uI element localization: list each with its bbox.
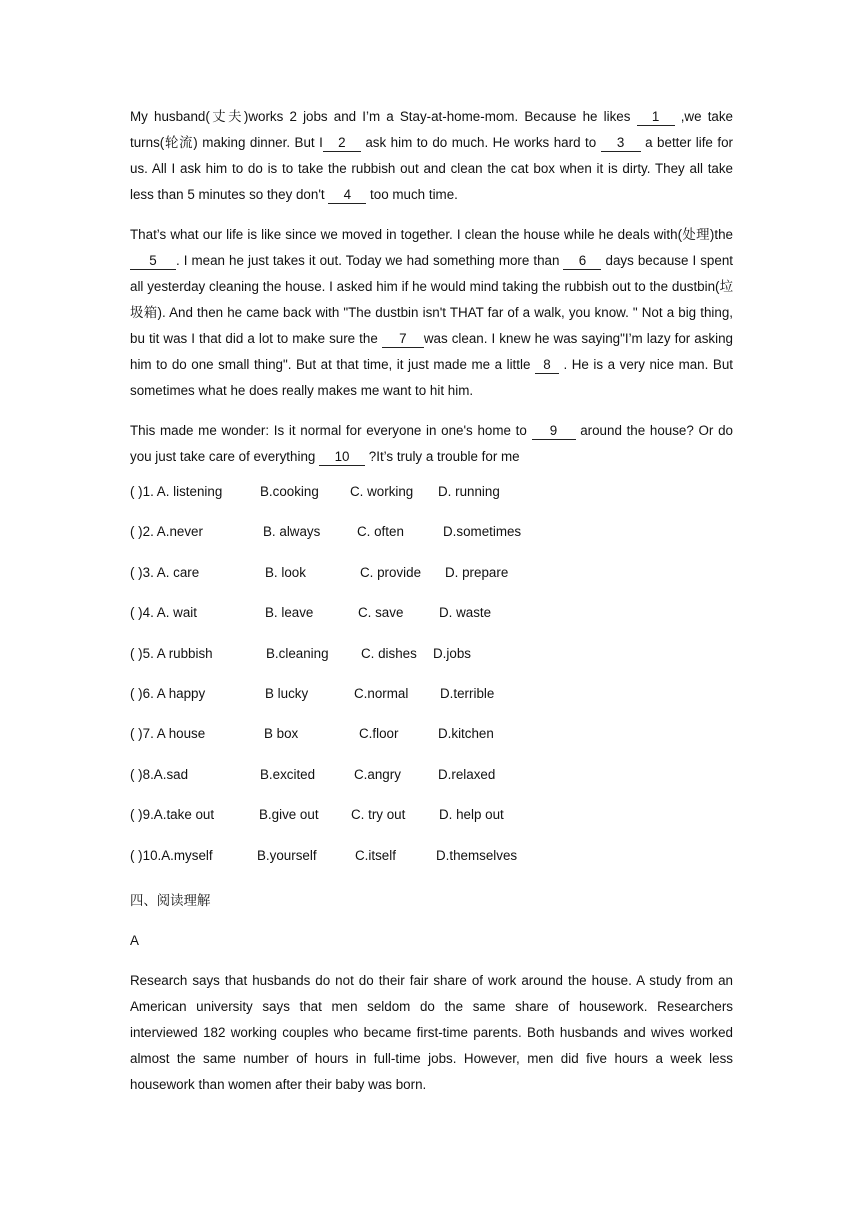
question-row-2 [130, 524, 733, 564]
option-c: C.normal [354, 685, 409, 701]
option-d: D.sometimes [443, 524, 522, 540]
text: a better life for us. All I ask him to do is to take the rubbish out and clean the cat box when it is dirty. They all take less than 5 minutes so they don't [130, 135, 733, 202]
blank-9: 9 [532, 423, 576, 440]
text: This made me wonder: Is it normal for everyone in one's home to [130, 423, 532, 438]
option-d: D.terrible [440, 685, 495, 701]
option-b: B. look [265, 564, 306, 580]
text: That’s what our life is like since we moved in together. I clean the house while he deals with(处理)the [130, 227, 733, 242]
option-d: D. running [438, 484, 500, 499]
question-stem: ( )4. A. wait [130, 605, 197, 621]
option-b: B.give out [259, 807, 319, 823]
option-c: C.angry [354, 766, 401, 782]
option-c: C.itself [355, 847, 396, 863]
blank-3: 3 [601, 135, 641, 152]
option-b: B.excited [260, 766, 316, 782]
question-stem: ( )5. A rubbish [130, 645, 213, 661]
cloze-paragraph-3 [130, 418, 733, 470]
option-c: C. dishes [361, 645, 417, 661]
text: . He is a very nice man. But sometimes what he does really makes me want to hit him. [130, 357, 733, 398]
question-row-7 [130, 726, 733, 766]
option-b: B.yourself [257, 847, 317, 863]
option-b: B box [264, 726, 299, 742]
option-b: B. always [263, 524, 321, 540]
text: was clean. I knew he was saying"I’m lazy for asking him to do one small thing". But at that time, it just made me a little [130, 331, 733, 372]
option-c: C. working [350, 484, 414, 499]
blank-6: 6 [563, 253, 601, 270]
text: ,we take turns(轮流) making dinner. But I [130, 109, 734, 150]
option-d: D.relaxed [438, 766, 496, 782]
blank-4: 4 [328, 187, 366, 204]
option-b: B.cleaning [266, 645, 329, 661]
blank-7: 7 [382, 331, 424, 348]
question-stem: ( )3. A. care [130, 564, 200, 580]
text: My husband(丈夫)works 2 jobs and I’m a Stay-at-home-mom. Because he likes [130, 109, 637, 124]
cloze-paragraph-1 [130, 104, 733, 208]
question-row-4 [130, 605, 733, 645]
question-stem: ( )6. A happy [130, 685, 206, 701]
option-d: D. waste [439, 605, 492, 621]
section-heading: 四、阅读理解 [130, 892, 211, 908]
option-d: D.jobs [433, 645, 471, 661]
question-row-6 [130, 686, 733, 726]
option-c: C.floor [359, 726, 399, 742]
question-row-3 [130, 565, 733, 605]
blank-2: 2 [323, 135, 361, 152]
question-row-10 [130, 848, 733, 888]
option-b: B lucky [265, 685, 309, 701]
text: days because I spent all yesterday cleaning the house. I asked him if he would mind taking the rubbish out to the dustbin(垃圾箱). And then he came back with "The dustbin isn't THAT far of a walk, you know. " Not a big thing, bu tit was I that did a lot to make sure the [130, 253, 733, 346]
option-b: B. leave [265, 605, 314, 621]
question-stem: ( )7. A house [130, 726, 206, 742]
text: ?It’s truly a trouble for me [365, 449, 520, 464]
option-c: C. provide [360, 564, 422, 580]
text: too much time. [366, 187, 458, 202]
option-d: D. prepare [445, 564, 509, 580]
question-stem: ( )10.A.myself [130, 847, 213, 863]
text: . I mean he just takes it out. Today we had something more than [176, 253, 564, 268]
blank-8: 8 [535, 357, 559, 374]
option-d: D.kitchen [438, 726, 494, 742]
blank-1: 1 [637, 109, 675, 126]
question-row-8 [130, 767, 733, 807]
blank-5: 5 [130, 253, 176, 270]
question-stem: ( )2. A.never [130, 524, 203, 540]
question-stem: ( )9.A.take out [130, 807, 215, 823]
question-row-5 [130, 646, 733, 686]
question-stem: ( )1. A. listening [130, 484, 223, 499]
blank-10: 10 [319, 449, 365, 466]
text: around the house? Or do you just take care of everything [130, 423, 733, 464]
reading-paragraph: Research says that husbands do not do their fair share of work around the house. A study from an American university says that men seldom do the same share of housework. Researchers interviewed 182 working couples who became first-time parents. Both husbands and wives worked almost the same number of hours in full-time jobs. However, men did five hours a week less housework than women after their baby was born. [130, 972, 733, 1092]
question-stem: ( )8.A.sad [130, 766, 189, 782]
option-d: D.themselves [436, 847, 518, 863]
section-label: A [130, 932, 139, 948]
text: ask him to do much. He works hard to [360, 135, 601, 150]
question-row-9 [130, 807, 733, 847]
option-c: C. save [358, 605, 404, 621]
question-list [130, 484, 733, 888]
option-d: D. help out [439, 807, 504, 823]
question-row-1 [130, 484, 733, 524]
cloze-paragraph-2 [130, 222, 733, 404]
option-c: C. often [357, 524, 404, 540]
option-c: C. try out [351, 807, 406, 823]
document-page [130, 104, 733, 1112]
option-b: B.cooking [260, 484, 319, 499]
